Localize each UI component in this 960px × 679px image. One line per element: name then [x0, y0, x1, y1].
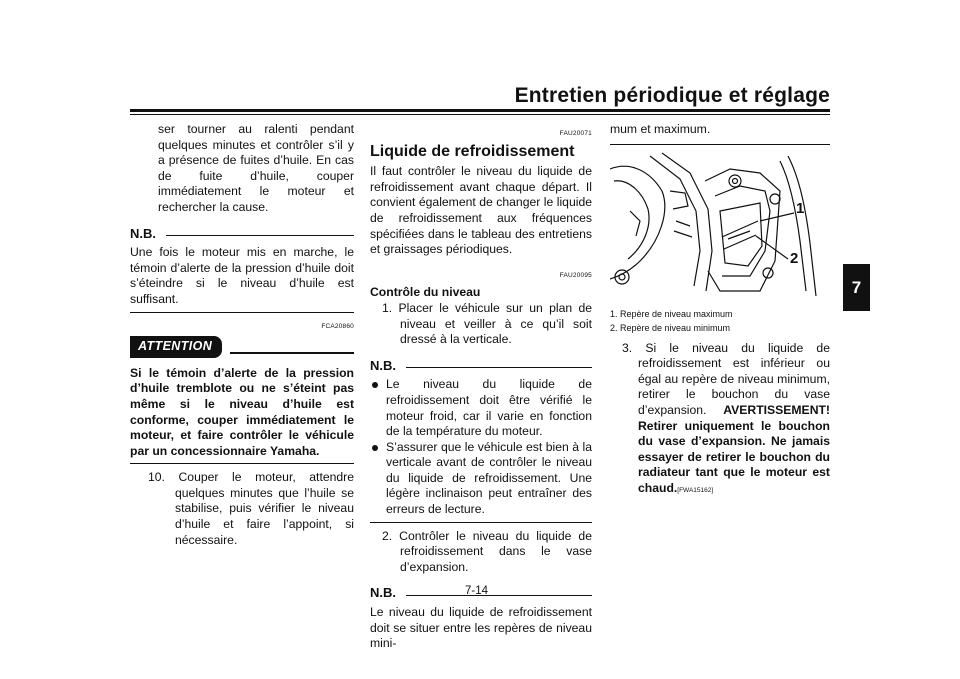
page-title: Entretien périodique et réglage [514, 84, 830, 107]
nb-label-1: N.B. [370, 357, 396, 373]
intro-paragraph: ser tourner au ralenti pendant quelques minutes et contrôler s’il y a présence de fuites d’huile. En cas de fuite d’huile, couper immédiatement le moteur et rechercher la cause. [158, 122, 354, 214]
attention-header [130, 336, 354, 358]
attention-rule [230, 352, 354, 354]
nb-rule [166, 235, 354, 236]
subsection-heading: Contrôle du niveau [370, 285, 481, 300]
list-item [370, 377, 592, 439]
nb-header [130, 226, 354, 242]
section-code: FAU20071 [559, 130, 592, 137]
figure-caption [610, 307, 830, 335]
subsection-code: FAU20095 [559, 271, 592, 279]
step-1: 1. Placer le véhicule sur un plan de niveau et veiller à ce qu’il soit dressé à la verticale. [382, 300, 592, 347]
nb-label: N.B. [130, 225, 156, 241]
step-10: 10. Couper le moteur, attendre quelques minutes que l’huile se stabilise, puis vérifier le niveau d’huile et faire l’appoint, si nécessaire. [148, 470, 354, 547]
reservoir-drawing [610, 151, 830, 299]
bullet-icon [372, 445, 378, 451]
step-3 [610, 341, 830, 499]
column-right [610, 122, 830, 499]
nb-rule-2 [406, 595, 592, 596]
caption-item-2: 2. Repère de niveau minimum [610, 322, 731, 333]
bullet-text: S’assurer que le véhicule est bien à la verticale avant de contrôler le niveau du liquide de refroidissement. Une légère inclinaison peut entraîner des erreurs de lecture. [386, 439, 592, 517]
chapter-tab: 7 [843, 264, 870, 311]
nb-text: Une fois le moteur mis en marche, le témoin d’alerte de la pression d’huile doit s’éteindre si le niveau d’huile est suffisant. [130, 245, 354, 306]
figure-label-2: 2 [790, 249, 799, 267]
nb-label-2: N.B. [370, 585, 396, 601]
attention-text: Si le témoin d’alerte de la pression d’huile tremblote ou ne s’éteint pas même si le niveau d’huile est conforme, couper immédiatement le moteur, et faire contrôler le véhicule par un concessionnaire Yamaha. [130, 365, 354, 458]
page-number: 7-14 [465, 585, 489, 597]
figure-top-rule [610, 144, 830, 145]
nb-header-1 [370, 358, 592, 374]
header-rule-thin [130, 114, 830, 115]
column-middle [370, 122, 592, 652]
list-item [370, 440, 592, 518]
nb-end-rule [130, 312, 354, 313]
column-left [130, 122, 354, 548]
nb-rule-1 [406, 367, 592, 368]
warning-text: AVERTISSEMENT! Retirer uniquement le bouchon du vase d’expansion. Ne jamais essayer de retirer le bouchon du radiateur tant que le moteur est chaud. [638, 402, 830, 495]
figure-label-1: 1 [796, 199, 805, 217]
bullet-icon [372, 382, 378, 388]
section-heading: Liquide de refroidissement [370, 142, 575, 160]
attention-code: FCA20860 [321, 322, 354, 330]
bullet-text: Le niveau du liquide de refroidissement doit être vérifié le moteur froid, car il varie en fonction de la température du moteur. [386, 377, 592, 439]
reservoir-illustration [610, 151, 830, 299]
coolant-intro: Il faut contrôler le niveau du liquide de refroidissement avant chaque départ. Il convient également de changer le liquide de refroidissement aux fréquences spécifiées dans le tableau des entretiens et graissages périodiques. [370, 164, 592, 257]
nb-end-rule-1 [370, 522, 592, 523]
continuation-text: mum et maximum. [610, 122, 711, 136]
caption-item-1: 1. Repère de niveau maximum [610, 308, 733, 319]
step-2: 2. Contrôler le niveau du liquide de refroidissement dans le vase d’expansion. [382, 528, 592, 574]
warning-code: [FWA15162] [677, 486, 714, 494]
attention-badge: ATTENTION [130, 336, 222, 358]
header-rule-thick [130, 109, 830, 112]
nb-text-2: Le niveau du liquide de refroidissement doit se situer entre les repères de niveau mini- [370, 605, 592, 651]
step-3-text: 3. Si le niveau du liquide de refroidissement est inférieur ou égal au repère de niveau minimum, retirer le bouchon du vase d’expansion. [622, 340, 830, 417]
attention-end-rule [130, 463, 354, 464]
